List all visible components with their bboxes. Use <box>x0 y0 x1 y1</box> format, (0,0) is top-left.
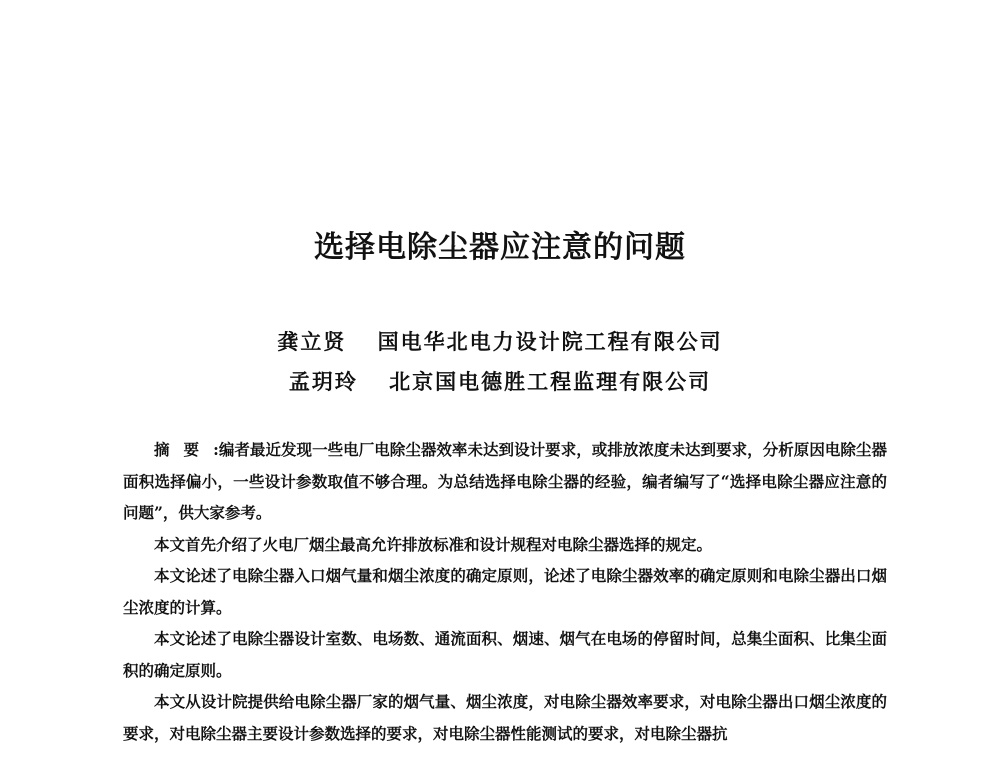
author-line <box>0 326 1000 356</box>
summary-paragraph: 本文论述了电除尘器入口烟气量和烟尘浓度的确定原则，论述了电除尘器效率的确定原则和电除尘器出口烟尘浓度的计算。 <box>123 566 887 617</box>
paper-title: 选择电除尘器应注意的问题 <box>314 230 686 265</box>
abstract-label: 摘要 <box>154 440 214 459</box>
abstract-colon: : <box>213 440 219 459</box>
summary-paragraph: 本文从设计院提供给电除尘器厂家的烟气量、烟尘浓度，对电除尘器效率要求，对电除尘器出口烟尘浓度的要求，对电除尘器主要设计参数选择的要求，对电除尘器性能测试的要求，对电除尘器抗 <box>123 692 887 743</box>
author-name: 孟玥玲 <box>288 369 358 394</box>
abstract-section <box>123 434 887 749</box>
author-affiliation: 北京国电德胜工程监理有限公司 <box>389 369 712 394</box>
author-line <box>0 366 1000 396</box>
summary-paragraph: 本文首先介绍了火电厂烟尘最高允许排放标准和设计规程对电除尘器选择的规定。 <box>154 534 713 554</box>
author-affiliation: 国电华北电力设计院工程有限公司 <box>377 329 723 354</box>
summary-paragraph: 本文论述了电除尘器设计室数、电场数、通流面积、烟速、烟气在电场的停留时间，总集尘面积、比集尘面积的确定原则。 <box>123 629 887 680</box>
abstract-paragraph <box>123 434 887 529</box>
author-name: 龚立贤 <box>277 329 347 354</box>
abstract-text: 编者最近发现一些电厂电除尘器效率未达到设计要求，或排放浓度未达到要求，分析原因电除尘器面积选择偏小，一些设计参数取值不够合理。为总结选择电除尘器的经验，编者编写了“选择电除尘器应注意的问题”，供大家参考。 <box>123 440 887 522</box>
